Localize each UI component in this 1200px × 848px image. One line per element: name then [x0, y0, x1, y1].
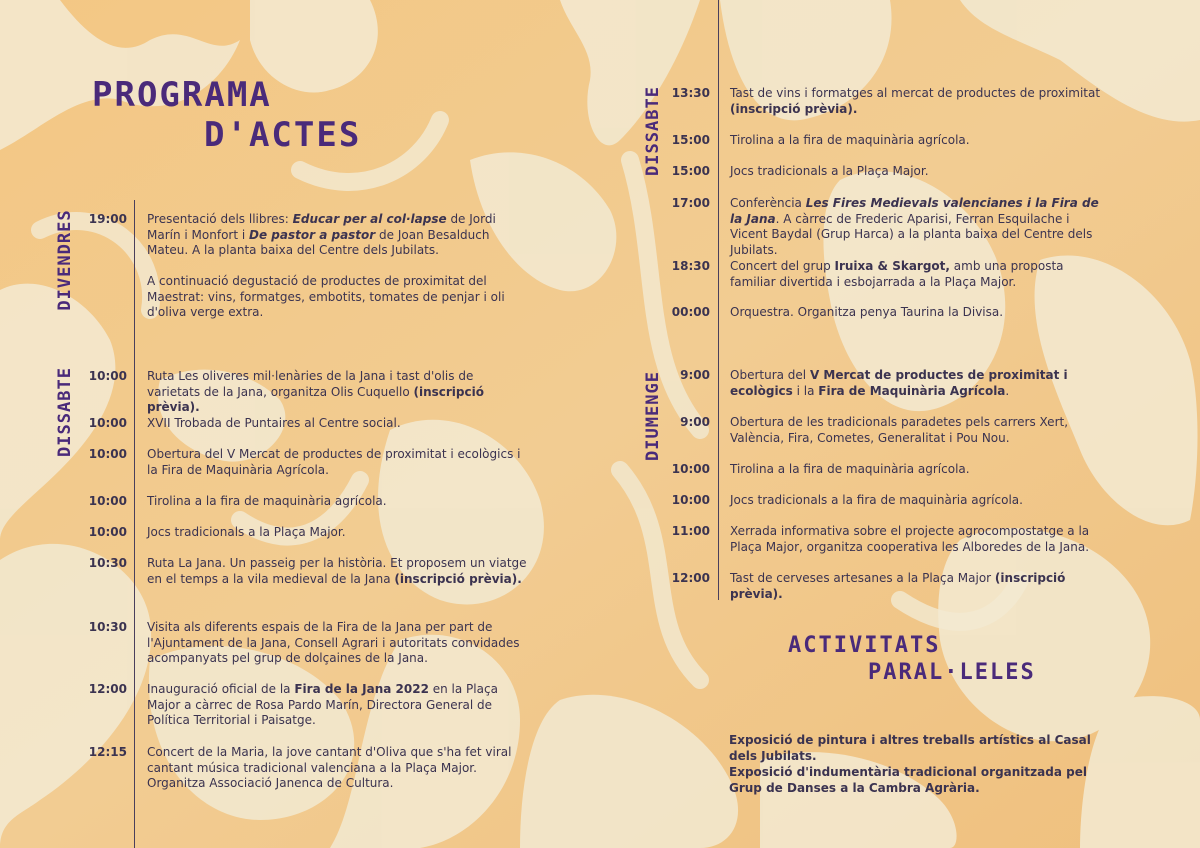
- schedule-time: 15:00: [671, 133, 710, 147]
- schedule-description-text: en la Plaça Major a càrrec de Rosa Pardo Marín, Directora General de Política Territorial i Paisatge.: [147, 682, 498, 727]
- schedule-time: 9:00: [680, 368, 710, 382]
- schedule-description-text: Jocs tradicionals a la Plaça Major.: [147, 525, 346, 539]
- schedule-description: [147, 745, 527, 792]
- schedule-description-text: Jocs tradicionals a la Plaça Major.: [730, 164, 929, 178]
- schedule-description-text: Ruta La Jana. Un passeig per la història. Et proposem un viatge en el temps a la vila medieval de la Jana: [147, 556, 527, 586]
- page-title-line2: D'ACTES: [204, 115, 362, 155]
- schedule-time: 12:15: [88, 745, 127, 759]
- schedule-description: [730, 571, 1110, 602]
- schedule-description-text: Orquestra. Organitza penya Taurina la Divisa.: [730, 305, 1004, 319]
- schedule-time: 10:30: [88, 620, 127, 634]
- parallel-activity-item: Exposició de pintura i altres treballs artístics al Casal dels Jubilats.: [729, 733, 1091, 763]
- schedule-time: 15:00: [671, 164, 710, 178]
- parallel-activities-title-line2: PARAL·LELES: [868, 660, 1036, 685]
- schedule-time: 00:00: [671, 305, 710, 319]
- schedule-time: 19:00: [88, 212, 127, 226]
- schedule-description-text: Conferència: [730, 196, 806, 210]
- schedule-time: 17:00: [671, 196, 710, 210]
- schedule-description-emphasis: (inscripció prèvia).: [730, 571, 1066, 601]
- schedule-description: [147, 556, 527, 587]
- schedule-description-text: i la: [792, 383, 819, 398]
- left-column-divider: [134, 200, 135, 848]
- schedule-description-text: de Joan Besalduch Mateu. A la planta baixa del Centre dels Jubilats.: [147, 227, 490, 257]
- schedule-description-emphasis: (inscripció prèvia).: [394, 571, 522, 586]
- schedule-description-text: XVII Trobada de Puntaires al Centre social.: [147, 416, 401, 430]
- schedule-description: [147, 369, 527, 416]
- schedule-description-text: Ruta Les oliveres mil·lenàries de la Jana i tast d'olis de varietats de la Jana, organitza Olis Cuquello: [147, 369, 474, 399]
- parallel-activities-title: [788, 632, 1088, 686]
- schedule-description: [147, 525, 527, 541]
- schedule-time: 13:30: [671, 86, 710, 100]
- schedule-description-text: Tirolina a la fira de maquinària agrícola.: [147, 494, 387, 508]
- schedule-description-text: Inauguració oficial de la: [147, 682, 295, 696]
- schedule-description-text: Tast de vins i formatges al mercat de productes de proximitat: [730, 86, 1101, 100]
- schedule-description: [147, 416, 527, 432]
- schedule-description-text: Concert de la Maria, la jove cantant d'Oliva que s'ha fet viral cantant música tradicional valenciana a la Plaça Major. Organitza Associació Janenca de Cultura.: [147, 745, 512, 790]
- schedule-description: [730, 368, 1110, 399]
- schedule-description: [147, 274, 527, 321]
- schedule-description: [147, 494, 527, 510]
- schedule-time: 12:00: [88, 682, 127, 696]
- schedule-description-text: . A càrrec de Frederic Aparisi, Ferran Esquilache i Vicent Baydal (Grup Harca) a la planta baixa del Centre dels Jubilats.: [730, 211, 1093, 257]
- day-label-dissabte: DISSABTE: [55, 367, 75, 457]
- schedule-time: 10:00: [88, 494, 127, 508]
- schedule-description-emphasis: Fira de la Jana 2022: [294, 682, 429, 696]
- schedule-description-text: de Jordi Marín i Monfort i: [147, 212, 496, 242]
- schedule-description-text: Visita als diferents espais de la Fira de la Jana per part de l'Ajuntament de la Jana, Consell Agrari i autoritats convidades acompanyats pel grup de dolçaines de la Jana.: [147, 620, 520, 665]
- day-label-divendres: DIVENDRES: [55, 209, 75, 311]
- day-label-diumenge: DIUMENGE: [643, 371, 663, 461]
- schedule-description-emphasis: (inscripció prèvia).: [147, 384, 484, 414]
- schedule-description-text: Obertura del: [730, 368, 810, 382]
- schedule-description: [730, 196, 1110, 258]
- page-title: [92, 75, 392, 155]
- schedule-description-text: Obertura del V Mercat de productes de proximitat i ecològics i la Fira de Maquinària Agrícola.: [147, 447, 521, 477]
- schedule-description: [147, 447, 527, 478]
- right-column-divider: [718, 0, 719, 600]
- schedule-description-text: Concert del grup: [730, 259, 835, 273]
- schedule-time: 12:00: [671, 571, 710, 585]
- schedule-description: [730, 305, 1110, 321]
- schedule-description-text: Tirolina a la fira de maquinària agrícola.: [730, 462, 970, 476]
- schedule-description-text: Presentació dels llibres:: [147, 212, 293, 226]
- schedule-description-text: .: [1005, 383, 1010, 398]
- schedule-time: 10:00: [671, 462, 710, 476]
- schedule-description: [730, 259, 1110, 290]
- schedule-time: 10:00: [88, 416, 127, 430]
- schedule-description: [730, 164, 1110, 180]
- schedule-description-emphasis: (inscripció prèvia).: [730, 101, 858, 116]
- schedule-description-text: Jocs tradicionals a la fira de maquinària agrícola.: [730, 493, 1023, 507]
- schedule-time: 10:00: [88, 525, 127, 539]
- schedule-time: 10:00: [671, 493, 710, 507]
- schedule-time: 10:00: [88, 369, 127, 383]
- schedule-description-emphasis: Les Fires Medievals valencianes i la Fira de la Jana: [730, 196, 1099, 226]
- schedule-description-text: Xerrada informativa sobre el projecte agrocompostatge a la Plaça Major, organitza cooperativa les Alboredes de la Jana.: [730, 524, 1090, 554]
- schedule-description-text: Obertura de les tradicionals paradetes pels carrers Xert, València, Fira, Cometes, Generalitat i Pou Nou.: [730, 415, 1069, 445]
- schedule-description-text: A continuació degustació de productes de proximitat del Maestrat: vins, formatges, embotits, tomates de penjar i oli d'oliva verge extra.: [147, 274, 505, 319]
- parallel-activities-title-line1: ACTIVITATS: [788, 633, 941, 658]
- schedule-description: [730, 524, 1110, 555]
- schedule-description-emphasis: Educar per al col·lapse: [292, 212, 447, 226]
- parallel-activity-item: Exposició d'indumentària tradicional organitzada pel Grup de Danses a la Cambra Agrària.: [729, 765, 1087, 795]
- schedule-description: [730, 462, 1110, 478]
- schedule-time: 10:30: [88, 556, 127, 570]
- day-label-dissabte-continued: DISSABTE: [643, 86, 663, 176]
- schedule-description-emphasis: Fira de Maquinària Agrícola: [818, 383, 1006, 398]
- schedule-time: 10:00: [88, 447, 127, 461]
- schedule-description: [730, 493, 1110, 509]
- schedule-description: [730, 133, 1110, 149]
- schedule-description-emphasis: De pastor a pastor: [249, 227, 376, 242]
- schedule-description-text: Tast de cerveses artesanes a la Plaça Major: [730, 571, 995, 585]
- schedule-time: 18:30: [671, 259, 710, 273]
- schedule-description-emphasis: V Mercat de productes de proximitat i ecològics: [730, 368, 1068, 398]
- schedule-description-text: Tirolina a la fira de maquinària agrícola.: [730, 133, 970, 147]
- schedule-description: [147, 682, 527, 729]
- schedule-time: 11:00: [671, 524, 710, 538]
- schedule-description: [730, 415, 1110, 446]
- schedule-time: 9:00: [680, 415, 710, 429]
- schedule-description: [147, 620, 527, 667]
- schedule-description-text: amb una proposta familiar divertida i esbojarrada a la Plaça Major.: [730, 259, 1064, 289]
- schedule-description: [147, 212, 527, 259]
- schedule-description-emphasis: Iruixa & Skargot,: [834, 259, 950, 273]
- schedule-description: [730, 86, 1110, 117]
- page-title-line1: PROGRAMA: [92, 75, 272, 115]
